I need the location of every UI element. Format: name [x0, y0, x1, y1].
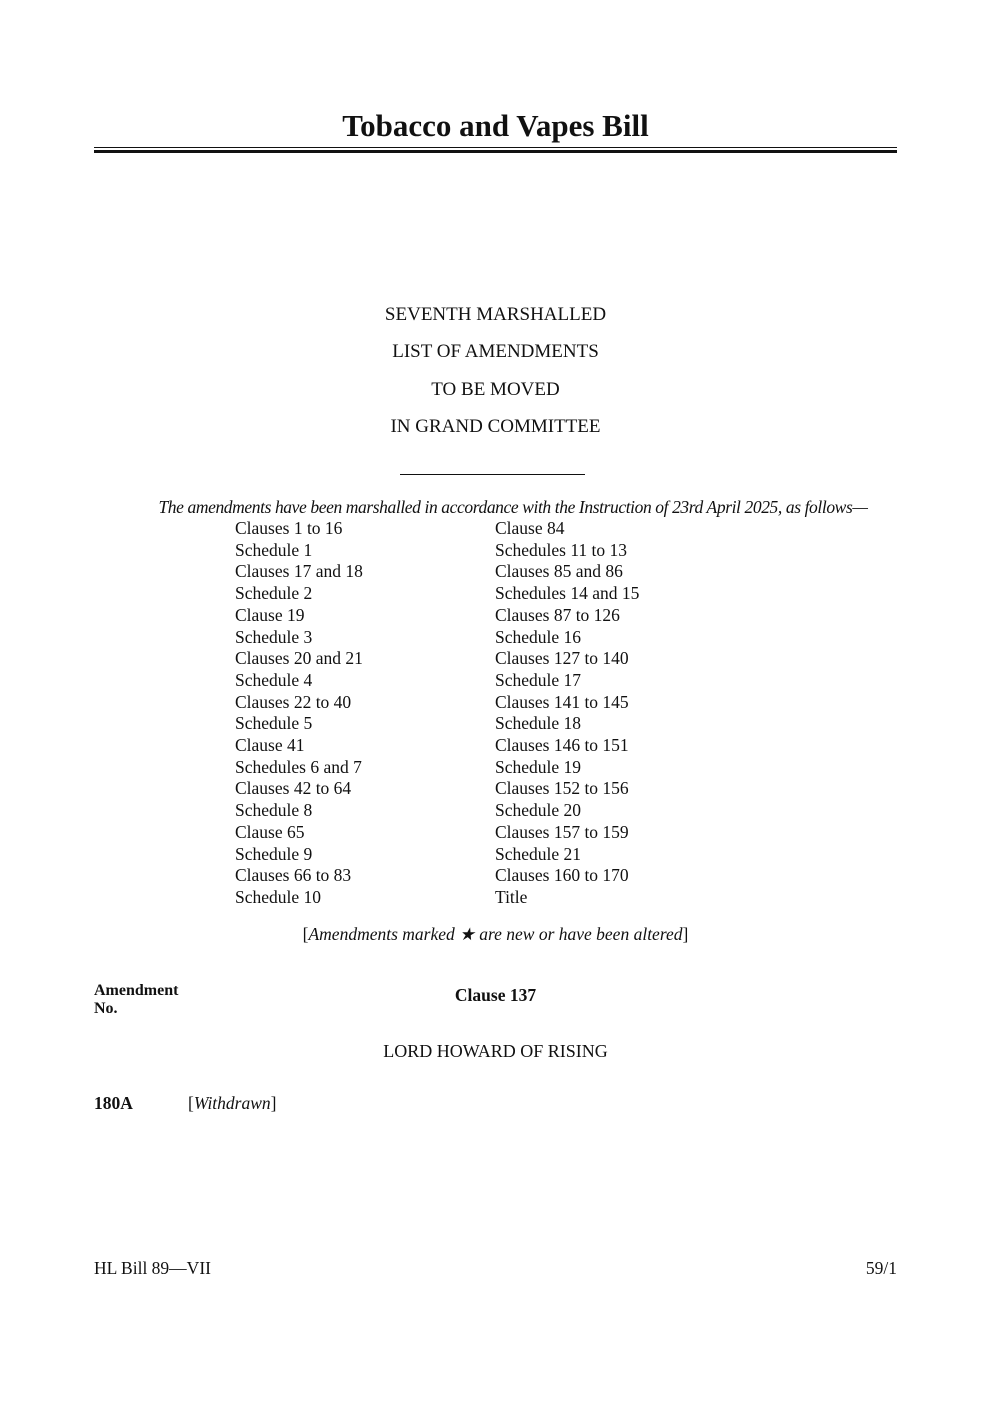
- order-item: Clauses 152 to 156: [495, 778, 629, 799]
- order-item: Schedule 10: [235, 886, 322, 907]
- status-text: Withdrawn: [193, 1093, 271, 1113]
- order-item: Title: [495, 886, 528, 907]
- bill-title: Tobacco and Vapes Bill: [342, 108, 649, 143]
- bracket: ]: [270, 1093, 277, 1113]
- heading-line: SEVENTH MARSHALLED: [384, 304, 607, 325]
- order-item: Schedule 16: [495, 626, 582, 647]
- amendments-note: [0, 924, 991, 945]
- heading-line: LIST OF AMENDMENTS: [392, 341, 599, 362]
- section-divider: [400, 474, 585, 475]
- order-item: Schedule 1: [235, 539, 313, 560]
- order-item: Schedules 11 to 13: [495, 539, 628, 560]
- order-item: Schedule 9: [235, 843, 313, 864]
- order-item: Clauses 1 to 16: [235, 518, 343, 538]
- order-item: Clauses 20 and 21: [235, 648, 363, 669]
- bracket: [: [302, 924, 309, 944]
- order-item: Schedule 20: [495, 800, 582, 821]
- order-item: Clauses 85 and 86: [495, 561, 623, 582]
- order-item: Clauses 66 to 83: [235, 865, 352, 886]
- order-item: Schedule 2: [235, 583, 313, 604]
- order-item: Schedule 18: [495, 713, 582, 734]
- order-item: Schedules 6 and 7: [235, 756, 362, 777]
- label-line: Amendment: [94, 982, 179, 999]
- order-item: Clause 19: [235, 604, 305, 625]
- order-item: Clause 84: [495, 518, 565, 538]
- order-item: Schedule 17: [495, 669, 582, 690]
- marshalling-intro: The amendments have been marshalled in accordance with the Instruction of 23rd April 2025, as follows—: [158, 497, 868, 517]
- order-item: Clauses 22 to 40: [235, 691, 352, 712]
- order-list-right: [495, 518, 639, 909]
- order-item: Schedule 8: [235, 800, 313, 821]
- heading-line: IN GRAND COMMITTEE: [390, 416, 601, 437]
- amendment-status: [188, 1093, 276, 1114]
- order-item: Clauses 87 to 126: [495, 604, 620, 625]
- order-list-left: [235, 518, 363, 909]
- order-item: Schedules 14 and 15: [495, 583, 640, 604]
- order-item: Schedule 4: [235, 669, 313, 690]
- order-item: Clauses 160 to 170: [495, 865, 629, 886]
- order-item: Clauses 146 to 151: [495, 735, 629, 756]
- order-item: Clauses 157 to 159: [495, 821, 629, 842]
- title-rule-thick: [94, 150, 897, 153]
- order-item: Clauses 42 to 64: [235, 778, 352, 799]
- title-rule-thin: [94, 147, 897, 148]
- page-reference: 59/1: [865, 1258, 897, 1278]
- heading-line: TO BE MOVED: [431, 379, 560, 400]
- order-item: Clauses 141 to 145: [495, 691, 629, 712]
- order-item: Schedule 19: [495, 756, 582, 777]
- order-item: Clause 65: [235, 821, 305, 842]
- note-text: Amendments marked ★ are new or have been altered: [308, 924, 683, 944]
- order-item: Schedule 21: [495, 843, 582, 864]
- clause-heading: Clause 137: [454, 985, 537, 1005]
- label-line: No.: [94, 1000, 118, 1017]
- member-name: LORD HOWARD OF RISING: [383, 1041, 608, 1061]
- bracket: [: [188, 1093, 194, 1113]
- order-item: Clauses 127 to 140: [495, 648, 629, 669]
- bracket: ]: [682, 924, 689, 944]
- order-item: Clauses 17 and 18: [235, 561, 363, 582]
- bill-reference: HL Bill 89—VII: [94, 1258, 211, 1278]
- order-item: Clause 41: [235, 735, 305, 756]
- order-item: Schedule 5: [235, 713, 313, 734]
- order-item: Schedule 3: [235, 626, 313, 647]
- amendment-number: 180A: [94, 1093, 133, 1113]
